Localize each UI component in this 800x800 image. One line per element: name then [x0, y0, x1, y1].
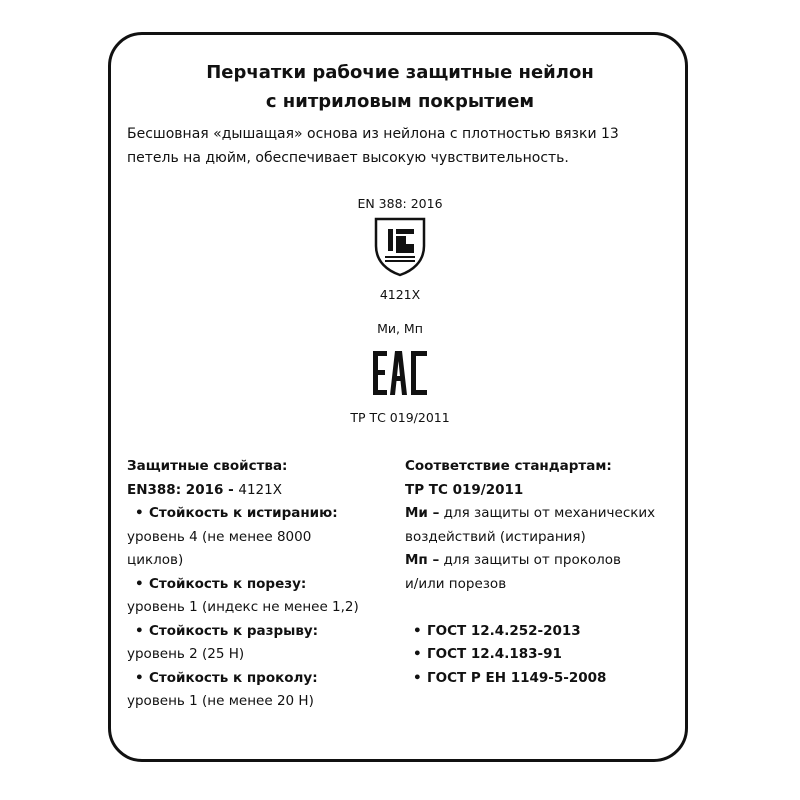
mi-label: Ми – — [405, 505, 440, 521]
title-line-1: Перчатки рабочие защитные нейлон — [206, 62, 594, 83]
list-item — [127, 620, 382, 644]
gost-label: ГОСТ Р ЕН 1149-5-2008 — [427, 669, 607, 686]
mp-text: для защиты от проколов — [439, 552, 621, 568]
gost-item — [405, 620, 675, 644]
bullet-icon: • — [135, 622, 144, 639]
bullet-icon: • — [135, 505, 144, 521]
eac-regulation: ТР ТС 019/2011 — [350, 410, 450, 425]
list-item — [127, 502, 382, 526]
gost-item — [405, 643, 675, 667]
property-label: Стойкость к проколу: — [149, 669, 318, 686]
standards-compliance-section — [405, 455, 675, 690]
gost-item — [405, 667, 675, 691]
bullet-icon: • — [413, 646, 422, 662]
en388-label: EN 388: 2016 — [357, 196, 443, 211]
property-label: Стойкость к разрыву: — [149, 622, 319, 639]
protective-heading: Защитные свойства: — [127, 458, 288, 474]
property-value: циклов) — [127, 552, 184, 568]
protective-properties-section — [127, 455, 382, 714]
bullet-icon: • — [135, 669, 144, 686]
compliance-mi — [405, 502, 675, 526]
list-item — [127, 573, 382, 597]
bullet-icon: • — [413, 669, 422, 686]
property-value: уровень 1 (не менее 20 Н) — [127, 693, 314, 709]
compliance-heading: Соответствие стандартам: — [405, 458, 612, 474]
protective-standard-label: EN388: 2016 - — [127, 481, 239, 498]
protective-standard — [127, 479, 382, 503]
gost-label: ГОСТ 12.4.252-2013 — [427, 622, 581, 639]
property-value: уровень 4 (не менее 8000 — [127, 528, 312, 545]
compliance-mp — [405, 549, 675, 573]
eac-logo — [371, 349, 429, 397]
property-label: Стойкость к порезу: — [149, 575, 307, 592]
property-value: уровень 2 (25 Н) — [127, 646, 245, 662]
spacer — [405, 596, 675, 620]
bullet-icon: • — [413, 622, 422, 639]
list-item — [127, 667, 382, 691]
intro-text — [127, 122, 647, 170]
mi-text: для защиты от механических — [439, 505, 656, 521]
mp-label: Мп – — [405, 552, 440, 568]
en388-mechanical-risk-shield-icon — [372, 216, 428, 278]
protective-standard-value: 4121X — [238, 481, 282, 498]
bullet-icon: • — [135, 575, 144, 592]
eac-codes: Ми, Мп — [377, 321, 423, 336]
property-label: Стойкость к истиранию: — [149, 505, 338, 521]
intro-line-1: Бесшовная «дышащая» основа из нейлона с плотностью вязки 13 — [127, 126, 619, 142]
en388-code: 4121X — [379, 287, 421, 302]
mi-text-continued: воздействий (истирания) — [405, 528, 586, 545]
intro-line-2: петель на дюйм, обеспечивает высокую чувствительность. — [127, 150, 569, 166]
mp-text-continued: и/или порезов — [405, 575, 507, 592]
property-value: уровень 1 (индекс не менее 1,2) — [127, 599, 359, 615]
gost-label: ГОСТ 12.4.183-91 — [427, 646, 562, 662]
title-line-2: с нитриловым покрытием — [265, 91, 535, 112]
compliance-regulation: ТР ТС 019/2011 — [405, 481, 524, 498]
